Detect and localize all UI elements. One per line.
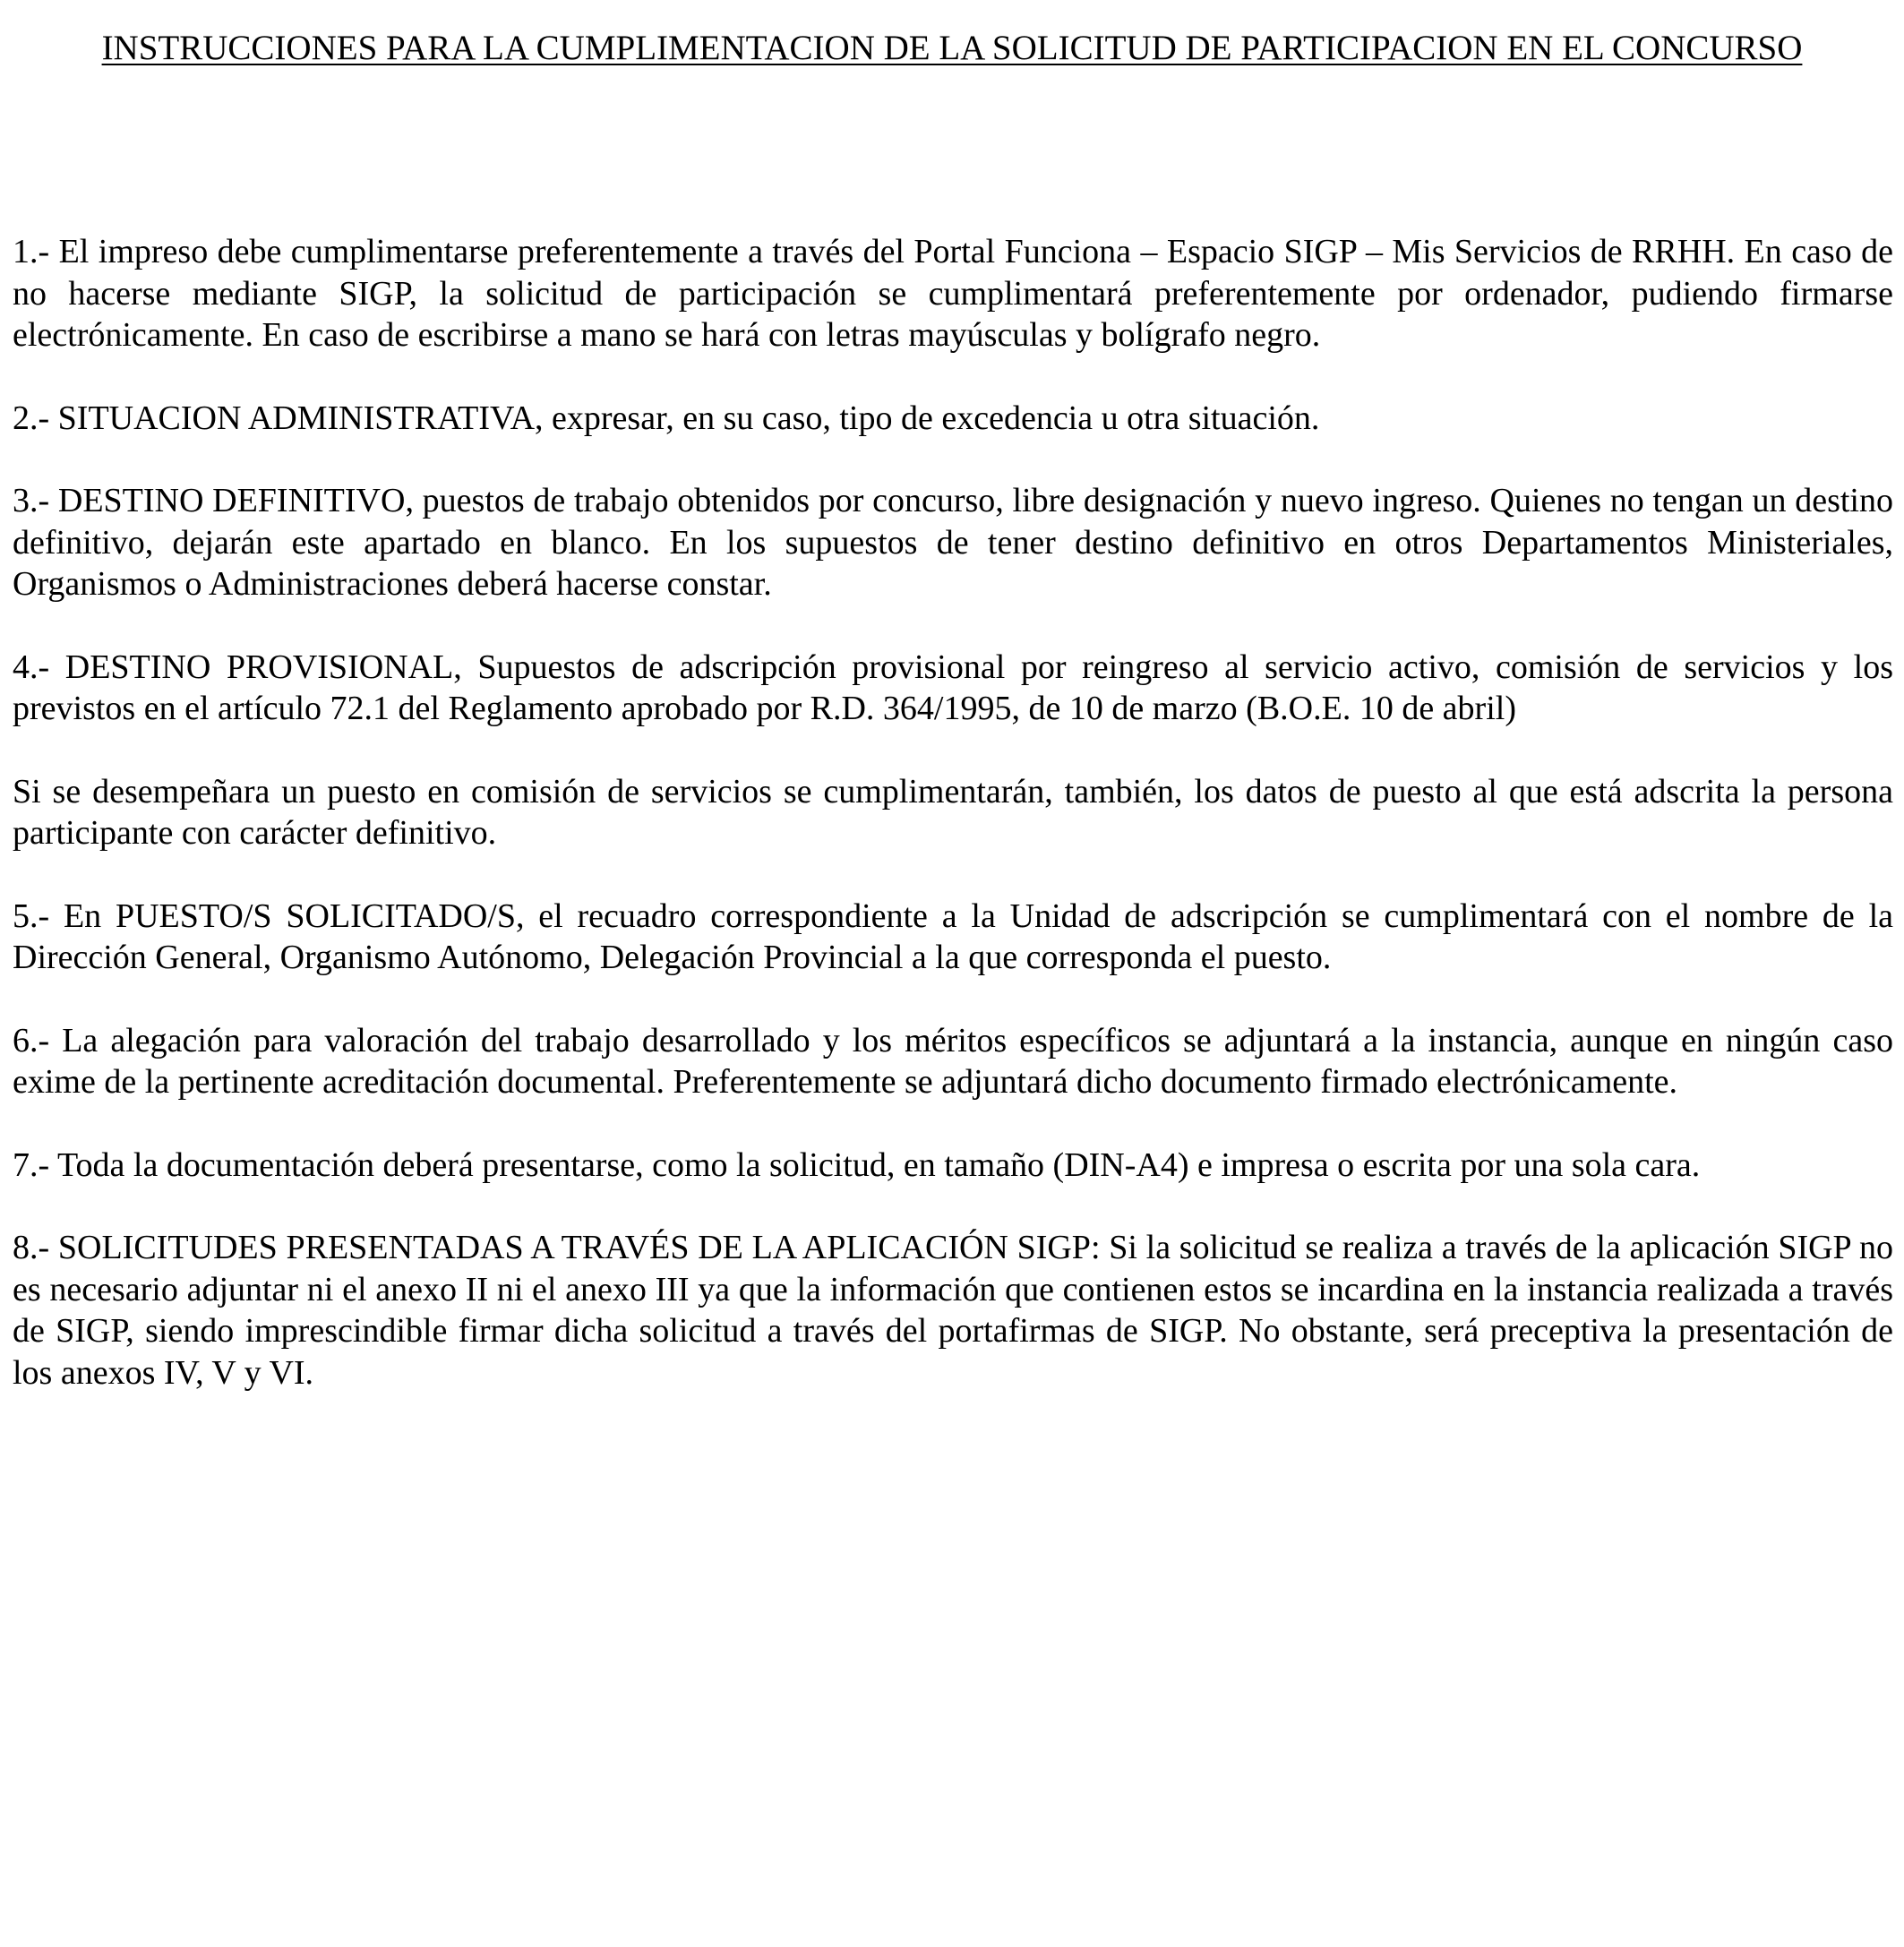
- document-title: INSTRUCCIONES PARA LA CUMPLIMENTACION DE LA SOLICITUD DE PARTICIPACION EN EL CONCURSO: [101, 29, 1803, 67]
- instruction-paragraph-6: 6.- La alegación para valoración del trabajo desarrollado y los méritos específicos se adjuntará a la instancia, aunque en ningún caso exime de la pertinente acreditación documental. Preferentemente se adjuntará dicho documento firmado electrónicamente.: [13, 1021, 1893, 1101]
- instruction-paragraph-7: 7.- Toda la documentación deberá presentarse, como la solicitud, en tamaño (DIN-A4) e impresa o escrita por una sola cara.: [13, 1145, 1701, 1184]
- instruction-paragraph-2: 2.- SITUACION ADMINISTRATIVA, expresar, en su caso, tipo de excedencia u otra situación.: [13, 399, 1320, 437]
- instruction-paragraph-3: 3.- DESTINO DEFINITIVO, puestos de trabajo obtenidos por concurso, libre designación y nuevo ingreso. Quienes no tengan un destino definitivo, dejarán este apartado en blanco. En los supuestos de tener destino definitivo en otros Departamentos Ministeriales, Organismos o Administraciones deberá hacerse constar.: [13, 482, 1893, 603]
- instruction-paragraph-5: 5.- En PUESTO/S SOLICITADO/S, el recuadro correspondiente a la Unidad de adscripción se cumplimentará con el nombre de la Dirección General, Organismo Autónomo, Delegación Provincial a la que corresponda el puesto.: [13, 896, 1893, 976]
- instruction-paragraph-4-note: Si se desempeñara un puesto en comisión de servicios se cumplimentarán, también, los datos de puesto al que está adscrita la persona participante con carácter definitivo.: [13, 772, 1893, 852]
- instruction-paragraph-8: 8.- SOLICITUDES PRESENTADAS A TRAVÉS DE LA APLICACIÓN SIGP: Si la solicitud se realiza a través de la aplicación SIGP no es necesario adjuntar ni el anexo II ni el anexo III ya que la información que contienen estos se incardina en la instancia realizada a través de SIGP, siendo imprescindible firmar dicha solicitud a través del portafirmas de SIGP. No obstante, será preceptiva la presentación de los anexos IV, V y VI.: [13, 1229, 1893, 1392]
- instructions-body: [13, 231, 1893, 1435]
- instruction-paragraph-1: 1.- El impreso debe cumplimentarse preferentemente a través del Portal Funciona – Espacio SIGP – Mis Servicios de RRHH. En caso de no hacerse mediante SIGP, la solicitud de participación se cumplimentará preferentemente por ordenador, pudiendo firmarse electrónicamente. En caso de escribirse a mano se hará con letras mayúsculas y bolígrafo negro.: [13, 233, 1893, 354]
- instruction-paragraph-4: 4.- DESTINO PROVISIONAL, Supuestos de adscripción provisional por reingreso al servicio activo, comisión de servicios y los previstos en el artículo 72.1 del Reglamento aprobado por R.D. 364/1995, de 10 de marzo (B.O.E. 10 de abril): [13, 648, 1893, 727]
